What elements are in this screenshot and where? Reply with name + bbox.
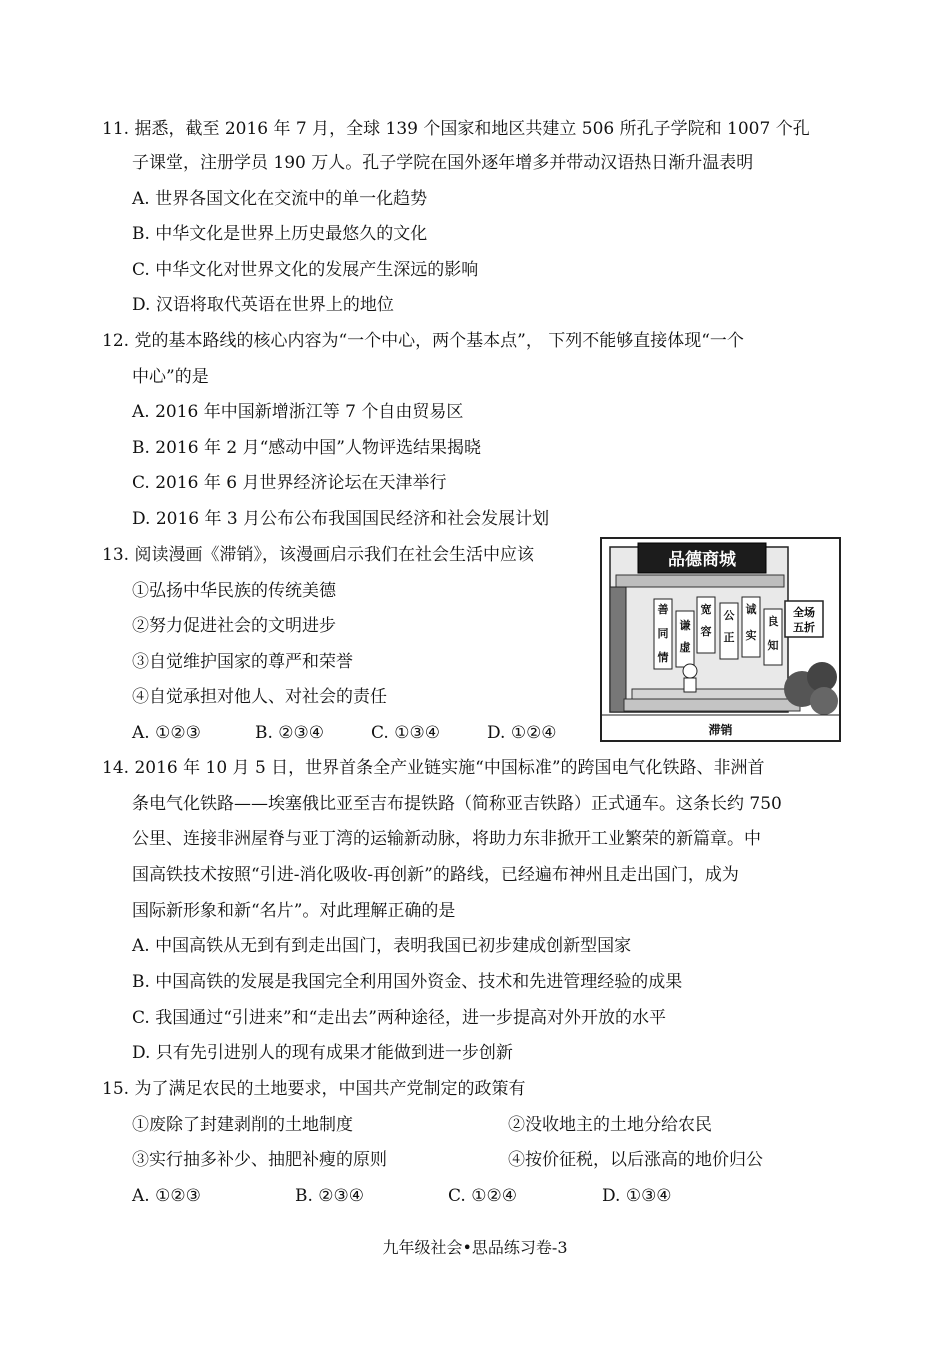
q14-stem-line4: 国高铁技术按照“引进-消化吸收-再创新”的路线，已经遍布神州且走出国门，成为 [132, 865, 739, 885]
q15-statement-2: ②没收地主的土地分给农民 [508, 1115, 712, 1135]
q11-stem-line2: 子课堂，注册学员 190 万人。孔子学院在国外逐年增多并带动汉语热日渐升温表明 [132, 153, 754, 173]
q13-options [132, 721, 592, 745]
pillar-char: 情 [657, 651, 669, 664]
q13-option-c: C. ①③④ [371, 723, 440, 743]
q15-statement-3: ③实行抽多补少、抽肥补瘦的原则 [132, 1150, 387, 1170]
q11-option-a: A. 世界各国文化在交流中的单一化趋势 [132, 189, 428, 209]
pillar-char: 同 [657, 627, 669, 640]
sale-sign-line2: 五折 [793, 621, 815, 634]
q14-stem-line2: 条电气化铁路——埃塞俄比亚至吉布提铁路（简称亚吉铁路）正式通车。这条长约 750 [132, 794, 782, 814]
q12-option-d: D. 2016 年 3 月公布公布我国国民经济和社会发展计划 [132, 509, 550, 529]
q13-stem: 13. 阅读漫画《滞销》，该漫画启示我们在社会生活中应该 [102, 545, 534, 565]
page-footer: 九年级社会•思品练习卷-3 [382, 1238, 568, 1257]
q13-option-b: B. ②③④ [255, 723, 325, 743]
cartoon-sign-text: 品德商城 [668, 550, 736, 570]
q14-stem-line3: 公里、连接非洲屋脊与亚丁湾的运输新动脉，将助力东非掀开工业繁荣的新篇章。中 [132, 829, 761, 849]
pillar-char: 公 [723, 609, 735, 622]
cartoon-zhixiao [600, 537, 841, 742]
cartoon-drawing [602, 539, 839, 740]
q13-option-d: D. ①②④ [487, 723, 557, 743]
q13-statement-4: ④自觉承担对他人、对社会的责任 [132, 687, 387, 707]
q12-option-b: B. 2016 年 2 月“感动中国”人物评选结果揭晓 [132, 438, 481, 458]
pillar-char: 知 [767, 639, 779, 652]
q11-option-d: D. 汉语将取代英语在世界上的地位 [132, 295, 394, 315]
q13-statement-1: ①弘扬中华民族的传统美德 [132, 581, 336, 601]
q15-statement-4: ④按价征税，以后涨高的地价归公 [508, 1150, 763, 1170]
q11-option-b: B. 中华文化是世界上历史最悠久的文化 [132, 224, 428, 244]
q14-option-b: B. 中国高铁的发展是我国完全利用国外资金、技术和先进管理经验的成果 [132, 972, 683, 992]
pillar-char: 容 [700, 625, 712, 638]
q13-option-a: A. ①②③ [132, 723, 201, 743]
q15-option-d: D. ①③④ [602, 1186, 672, 1206]
pillar-char: 虚 [679, 641, 691, 654]
cartoon-caption: 滞销 [708, 723, 733, 737]
q14-option-a: A. 中国高铁从无到有到走出国门，表明我国已初步建成创新型国家 [132, 936, 632, 956]
q15-option-a: A. ①②③ [132, 1186, 201, 1206]
q11-stem-line1: 11. 据悉，截至 2016 年 7 月，全球 139 个国家和地区共建立 506 所孔子学院和 1007 个孔 [102, 119, 810, 139]
q15-statement-1: ①废除了封建剥削的土地制度 [132, 1115, 353, 1135]
q12-option-a: A. 2016 年中国新增浙江等 7 个自由贸易区 [132, 402, 464, 422]
q14-stem-line5: 国际新形象和新“名片”。对此理解正确的是 [132, 901, 456, 921]
q12-stem-line1: 12. 党的基本路线的核心内容为“一个中心，两个基本点”， 下列不能够直接体现“一个 [102, 331, 744, 351]
q14-stem-line1: 14. 2016 年 10 月 5 日，世界首条全产业链实施“中国标准”的跨国电气化铁路、非洲首 [102, 758, 765, 778]
pillar-char: 谦 [679, 619, 691, 632]
q15-option-c: C. ①②④ [448, 1186, 517, 1206]
q14-option-c: C. 我国通过“引进来”和“走出去”两种途径，进一步提高对外开放的水平 [132, 1008, 666, 1028]
q12-stem-line2: 中心”的是 [132, 367, 209, 387]
pillar-char: 良 [767, 615, 779, 628]
pillar-char: 宽 [700, 603, 712, 616]
q15-option-b: B. ②③④ [295, 1186, 365, 1206]
q13-statement-2: ②努力促进社会的文明进步 [132, 616, 336, 636]
q15-stem: 15. 为了满足农民的土地要求，中国共产党制定的政策有 [102, 1079, 526, 1099]
pillar-char: 实 [745, 629, 757, 642]
q14-option-d: D. 只有先引进别人的现有成果才能做到进一步创新 [132, 1043, 513, 1063]
q11-option-c: C. 中华文化对世界文化的发展产生深远的影响 [132, 260, 479, 280]
q12-option-c: C. 2016 年 6 月世界经济论坛在天津举行 [132, 473, 447, 493]
q13-statement-3: ③自觉维护国家的尊严和荣誉 [132, 652, 353, 672]
pillar-char: 诚 [745, 603, 757, 616]
sale-sign-line1: 全场 [793, 606, 815, 619]
pillar-char: 善 [657, 603, 669, 616]
q15-options [132, 1184, 732, 1208]
pillar-char: 正 [723, 631, 735, 644]
